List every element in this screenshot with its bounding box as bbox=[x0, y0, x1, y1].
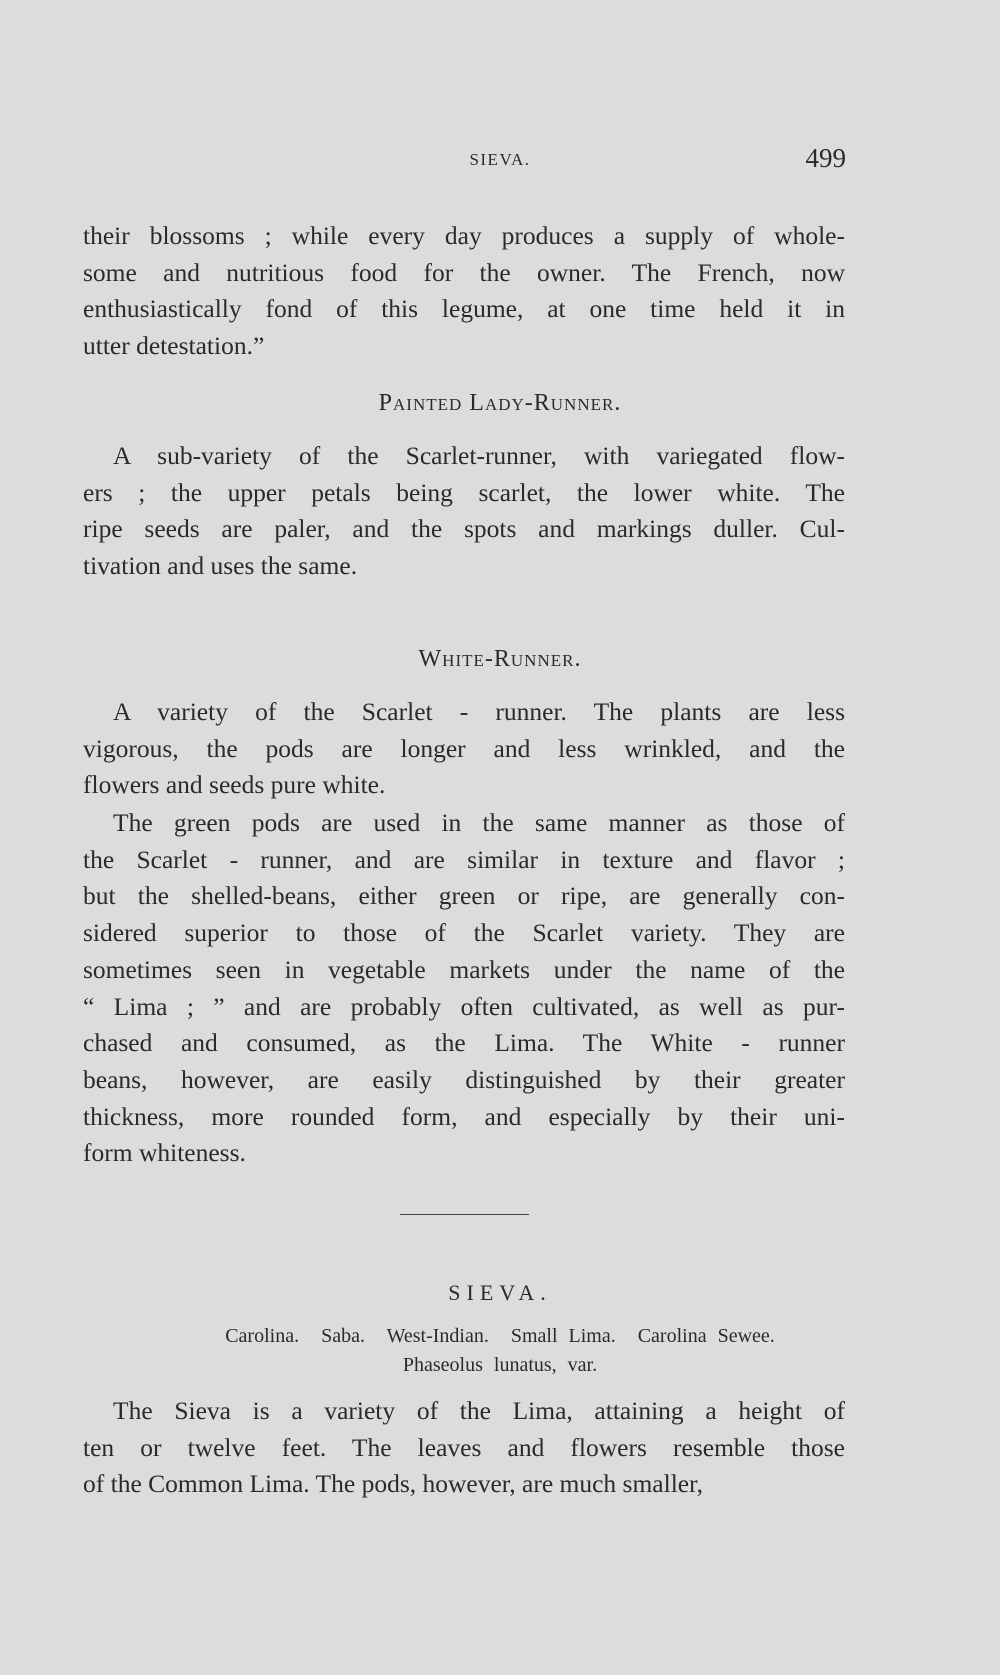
text-line: utter detestation.” bbox=[83, 331, 265, 361]
text-line: A variety of the Scarlet - runner. The plants are less bbox=[113, 697, 845, 726]
text-line: ripe seeds are paler, and the spots and markings duller. Cul- bbox=[83, 514, 845, 544]
text-line: sometimes seen in vegetable markets under the name of the bbox=[83, 954, 845, 984]
section-divider bbox=[400, 1214, 529, 1215]
text-line: vigorous, the pods are longer and less wrinkled, and the bbox=[83, 733, 845, 763]
text-line: thickness, more rounded form, and especially by their uni- bbox=[83, 1101, 845, 1131]
text-line: their blossoms ; while every day produces a supply of whole- bbox=[83, 221, 845, 250]
text-line: ten or twelve feet. The leaves and flowers resemble those bbox=[83, 1432, 845, 1462]
heading-white-runner: White-Runner. bbox=[418, 646, 582, 672]
text-line: tivation and uses the same. bbox=[83, 551, 358, 581]
text-line: beans, however, are easily distinguished by their greater bbox=[83, 1064, 845, 1094]
text-line: chased and consumed, as the Lima. The White - runner bbox=[83, 1028, 845, 1058]
text-line: The Sieva is a variety of the Lima, attaining a height of bbox=[113, 1396, 845, 1425]
text-line: the Scarlet - runner, and are similar in texture and flavor ; bbox=[83, 844, 845, 874]
text-line: some and nutritious food for the owner. The French, now bbox=[83, 257, 845, 287]
page-number: 499 bbox=[805, 143, 846, 173]
text-line: flowers and seeds pure white. bbox=[83, 770, 386, 800]
text-line: “ Lima ; ” and are probably often cultivated, as well as pur- bbox=[83, 991, 845, 1021]
text-line: but the shelled-beans, either green or ripe, are generally con- bbox=[83, 881, 845, 911]
text-line: enthusiastically fond of this legume, at one time held it in bbox=[83, 294, 845, 324]
heading-painted-lady-runner: Painted Lady-Runner. bbox=[378, 390, 622, 416]
text-line: The green pods are used in the same manner as those of bbox=[113, 808, 845, 837]
running-head: SIEVA. bbox=[469, 150, 531, 169]
text-line: sidered superior to those of the Scarlet variety. They are bbox=[83, 918, 845, 948]
text-line: A sub-variety of the Scarlet-runner, with variegated flow- bbox=[113, 441, 845, 470]
text-line: form whiteness. bbox=[83, 1138, 246, 1168]
heading-sieva: SIEVA. bbox=[448, 1280, 552, 1305]
synonyms: Carolina. Saba. West-Indian. Small Lima. Carolina Sewee. bbox=[225, 1325, 775, 1347]
text-line: of the Common Lima. The pods, however, are much smaller, bbox=[83, 1469, 703, 1499]
text-line: ers ; the upper petals being scarlet, the lower white. The bbox=[83, 477, 845, 507]
botanical-name: Phaseolus lunatus, var. bbox=[402, 1354, 598, 1376]
